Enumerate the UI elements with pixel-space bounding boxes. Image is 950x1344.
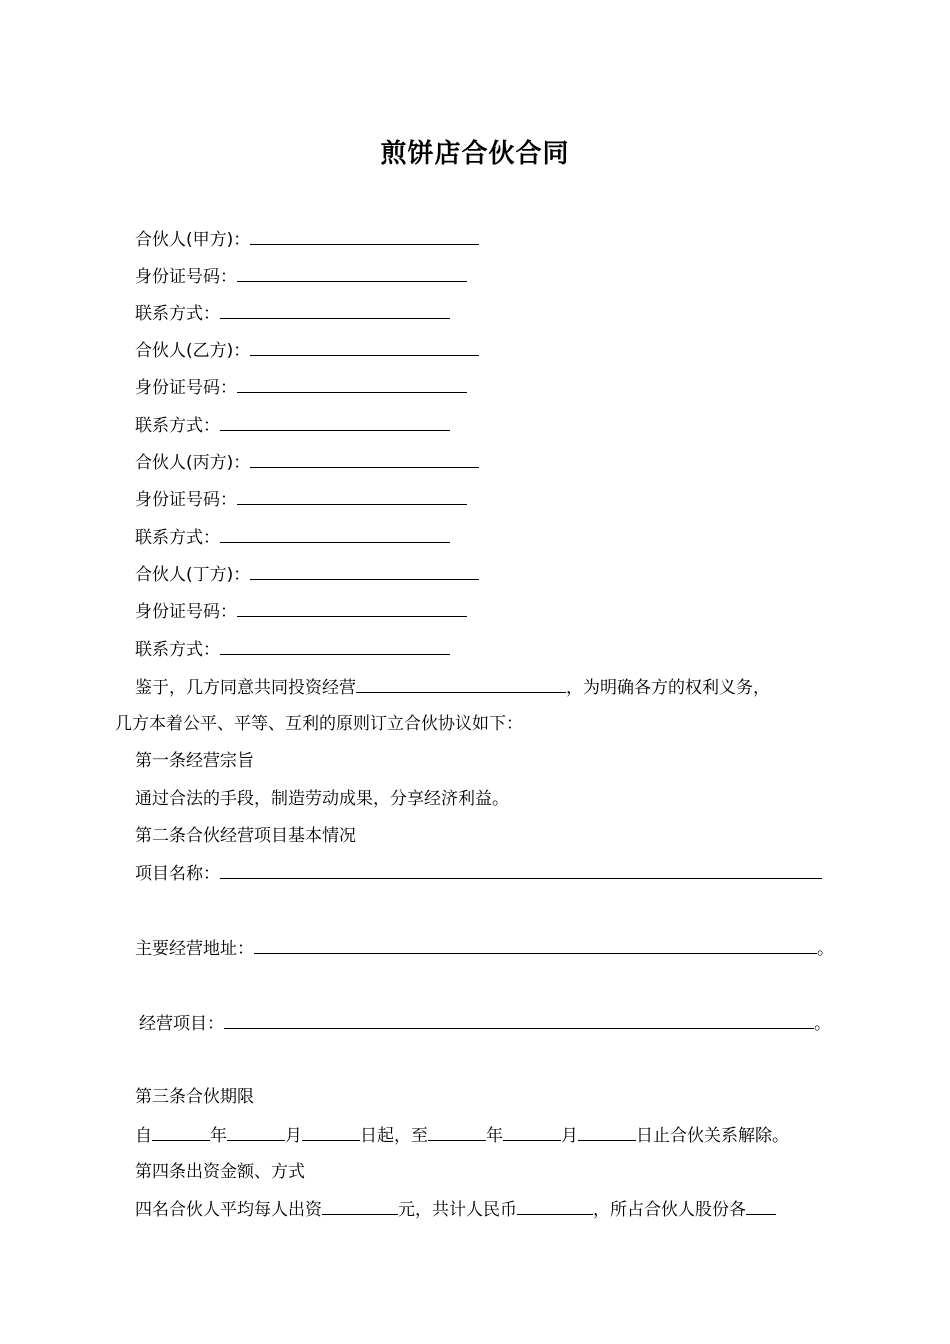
address-blank[interactable] [254, 936, 817, 954]
partner-a-contact-label: 联系方式： [135, 304, 220, 324]
article-1-body: 通过合法的手段，制造劳动成果，分享经济利益。 [135, 789, 509, 809]
business-scope-label: 经营项目： [139, 1014, 224, 1034]
start-day-blank[interactable] [302, 1123, 360, 1141]
business-scope-blank[interactable] [224, 1011, 814, 1029]
business-scope-line [139, 1011, 831, 1036]
partner-b-blank[interactable] [250, 338, 479, 356]
term-month-2: 月 [561, 1126, 578, 1146]
partner-d-line [135, 562, 479, 587]
business-name-blank[interactable] [356, 675, 566, 693]
total-capital-blank[interactable] [517, 1197, 593, 1215]
partner-c-contact-line [135, 525, 450, 550]
each-contribution-blank[interactable] [322, 1197, 398, 1215]
article-3-heading: 第三条合伙期限 [135, 1087, 254, 1107]
address-label: 主要经营地址： [135, 939, 254, 959]
article-2-heading: 第二条合伙经营项目基本情况 [135, 826, 356, 846]
article-1-heading: 第一条经营宗旨 [135, 751, 254, 771]
partner-d-id-label: 身份证号码： [135, 602, 237, 622]
partner-c-id-blank[interactable] [237, 487, 467, 505]
partner-c-contact-blank[interactable] [220, 525, 450, 543]
partner-a-contact-line [135, 301, 450, 326]
capital-text-2: 元，共计人民币 [398, 1200, 517, 1220]
project-name-line [135, 861, 822, 886]
partner-d-blank[interactable] [250, 562, 479, 580]
partner-d-label: 合伙人(丁方)： [135, 565, 251, 585]
address-line [135, 936, 834, 961]
project-name-label: 项目名称： [135, 864, 220, 884]
end-month-blank[interactable] [503, 1123, 561, 1141]
partner-b-id-blank[interactable] [237, 375, 467, 393]
term-month-1: 月 [285, 1126, 302, 1146]
partner-b-contact-line [135, 413, 450, 438]
partner-d-contact-label: 联系方式： [135, 640, 220, 660]
partner-d-id-line [135, 599, 467, 624]
capital-line [135, 1197, 776, 1222]
term-line [135, 1123, 789, 1148]
partner-b-contact-blank[interactable] [220, 413, 450, 431]
preamble-part-1: 鉴于，几方同意共同投资经营 [135, 678, 356, 698]
partner-a-id-label: 身份证号码： [135, 267, 237, 287]
article-4-heading: 第四条出资金额、方式 [135, 1162, 305, 1182]
partner-a-blank[interactable] [250, 227, 479, 245]
partner-a-id-blank[interactable] [237, 264, 467, 282]
partner-a-label: 合伙人(甲方)： [135, 230, 251, 250]
partner-d-contact-blank[interactable] [220, 637, 450, 655]
partner-b-label: 合伙人(乙方)： [135, 341, 251, 361]
end-day-blank[interactable] [578, 1123, 636, 1141]
partner-c-label: 合伙人(丙方)： [135, 453, 251, 473]
partner-a-id-line [135, 264, 467, 289]
term-year-1: 年 [210, 1126, 227, 1146]
partner-c-blank[interactable] [250, 450, 479, 468]
business-scope-end: 。 [814, 1014, 831, 1034]
preamble-line-1 [135, 675, 770, 700]
partner-a-line [135, 227, 479, 252]
partner-d-contact-line [135, 637, 450, 662]
end-year-blank[interactable] [428, 1123, 486, 1141]
partner-c-contact-label: 联系方式： [135, 528, 220, 548]
capital-text-3: ，所占合伙人股份各 [593, 1200, 746, 1220]
term-day-to: 日起，至 [360, 1126, 428, 1146]
term-year-2: 年 [486, 1126, 503, 1146]
document-title: 煎饼店合伙合同 [380, 139, 570, 169]
share-blank[interactable] [746, 1197, 776, 1215]
partner-b-id-line [135, 375, 467, 400]
term-end: 日止合伙关系解除。 [636, 1126, 789, 1146]
partner-b-id-label: 身份证号码： [135, 378, 237, 398]
term-from: 自 [135, 1126, 152, 1146]
partner-b-contact-label: 联系方式： [135, 416, 220, 436]
preamble-part-2: ，为明确各方的权利义务， [566, 678, 770, 698]
start-year-blank[interactable] [152, 1123, 210, 1141]
partner-c-id-label: 身份证号码： [135, 490, 237, 510]
partner-d-id-blank[interactable] [237, 599, 467, 617]
partner-c-line [135, 450, 479, 475]
project-name-blank[interactable] [220, 861, 822, 879]
partner-a-contact-blank[interactable] [220, 301, 450, 319]
start-month-blank[interactable] [227, 1123, 285, 1141]
preamble-line-2: 几方本着公平、平等、互利的原则订立合伙协议如下： [115, 714, 523, 734]
partner-c-id-line [135, 487, 467, 512]
partner-b-line [135, 338, 479, 363]
address-end: 。 [817, 939, 834, 959]
capital-text-1: 四名合伙人平均每人出资 [135, 1200, 322, 1220]
